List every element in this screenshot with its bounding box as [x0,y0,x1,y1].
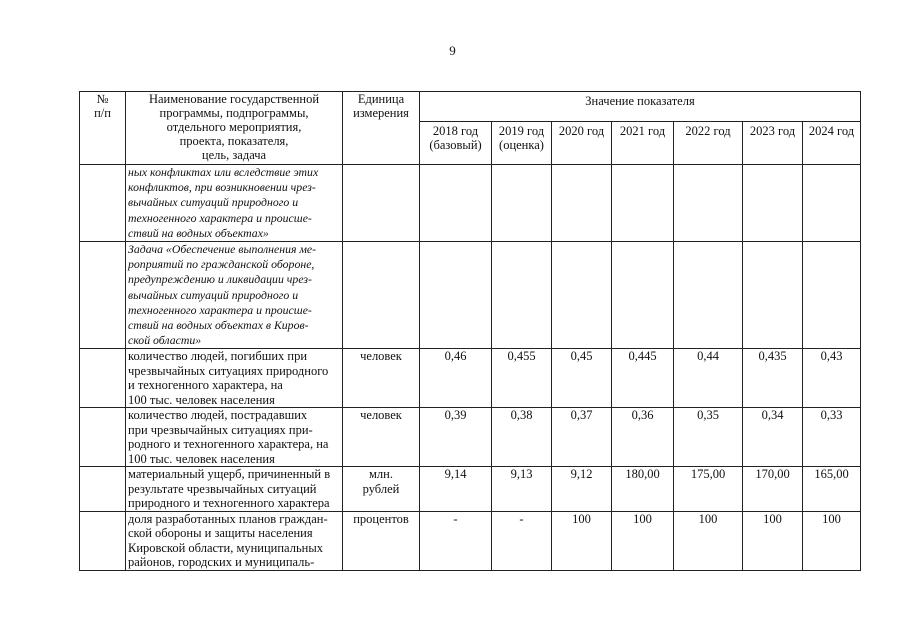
row-unit-cell [343,408,420,467]
row-unit-cell [343,165,420,242]
row-unit: человек [360,408,402,423]
header-value-group [420,92,861,122]
value: 0,45 [570,349,593,364]
row-name-cell [126,511,343,570]
page-number: 9 [449,43,456,58]
row-name-cell [126,408,343,467]
value: 9,13 [510,467,533,482]
value: 0,34 [761,408,784,423]
row-name: доля разработанных планов граждан- ской обороны и защиты населения Кировской области, муниципальных районов, городских и муниципаль- [128,511,328,570]
row-name: материальный ущерб, причиненный в результате чрезвычайных ситуаций природного и техногенного характера [128,467,331,511]
value-cell [612,165,674,242]
value: 9,12 [570,467,593,482]
value: 0,43 [820,349,843,364]
value: 175,00 [690,467,726,482]
header-number-label: № п/п [94,92,111,120]
value-cell [674,467,743,512]
header-number [80,92,126,165]
row-name-cell [126,165,343,242]
value-cell [552,165,612,242]
value: 0,455 [507,349,536,364]
value-cell [420,349,492,408]
table-row [80,408,861,467]
header-name [126,92,343,165]
row-number-cell [80,349,126,408]
value: 0,44 [697,349,719,364]
table-row [80,242,861,349]
header-year-label: 2023 год [749,124,796,138]
value: 0,39 [444,408,467,423]
value-cell [420,165,492,242]
row-number-cell [80,165,126,242]
value-cell [743,242,803,349]
value-cell [803,349,861,408]
value-cell [552,349,612,408]
value: 170,00 [755,467,790,482]
header-year [743,122,803,165]
value: 100 [633,511,652,526]
value: 100 [822,511,841,526]
value-cell [743,349,803,408]
header-year [674,122,743,165]
row-name: Задача «Обеспечение выполнения ме- роприятий по гражданской обороне, предупреждению и ликвидации чрез- вычайных ситуаций природного и техногенного характера и происше- ствий на водных объектах в Киров- ской области» [128,242,317,348]
header-year [420,122,492,165]
row-name-cell [126,467,343,512]
value-cell [803,511,861,570]
value-cell [803,165,861,242]
row-unit: процентов [353,511,409,526]
row-unit-cell [343,467,420,512]
header-year-label: 2024 год [808,124,855,138]
header-unit [343,92,420,165]
value: 0,445 [628,349,657,364]
header-year [612,122,674,165]
header-year-label: 2018 год (базовый) [429,124,482,152]
value-cell [674,408,743,467]
value-cell [803,242,861,349]
row-unit-cell [343,511,420,570]
value: 0,36 [631,408,654,423]
value-cell [743,467,803,512]
value-cell [492,511,552,570]
value-cell [803,467,861,512]
value-cell [743,165,803,242]
row-number-cell [80,408,126,467]
value-cell [552,242,612,349]
value: 0,38 [510,408,533,423]
header-year-label: 2022 год [685,124,731,138]
row-unit: млн. рублей [362,467,400,496]
value: 0,37 [570,408,593,423]
value-cell [743,408,803,467]
value: 0,46 [444,349,467,364]
header-year-label: 2020 год [558,124,605,138]
value: 9,14 [444,467,467,482]
indicators-table [79,91,861,571]
row-unit: человек [360,349,402,364]
value-cell [803,408,861,467]
row-unit-cell [343,242,420,349]
value-cell [674,165,743,242]
table-row [80,165,861,242]
value-cell [420,511,492,570]
row-name-cell [126,242,343,349]
value-cell [420,467,492,512]
header-year-label: 2019 год (оценка) [498,124,545,152]
value: 100 [763,511,782,526]
value-cell [612,408,674,467]
value-cell [743,511,803,570]
table-row [80,467,861,512]
value-cell [492,349,552,408]
table-row [80,511,861,570]
value-cell [674,511,743,570]
row-name: ных конфликтах или вследствие этих конфликтов, при возникновении чрез- вычайных ситуаций природного и техногенного характера и происше- ствий на водных объектах» [128,165,319,240]
header-year [803,122,861,165]
value-cell [420,242,492,349]
header-year [492,122,552,165]
header-value-group-label: Значение показателя [585,94,695,108]
value-cell [612,242,674,349]
value-cell [492,165,552,242]
value: - [519,511,524,526]
value: 0,435 [758,349,787,364]
value-cell [492,408,552,467]
header-year-label: 2021 год [619,124,666,138]
value-cell [492,242,552,349]
value-cell [552,467,612,512]
header-name-label: Наименование государственной программы, подпрограммы, отдельного мероприятия, проекта, показателя, цель, задача [148,92,320,162]
row-number-cell [80,511,126,570]
row-number-cell [80,242,126,349]
value: 100 [698,511,718,526]
row-name: количество людей, погибших при чрезвычайных ситуациях природного и техногенного характера, на 100 тыс. человек населения [128,349,329,407]
value-cell [612,349,674,408]
row-name-cell [126,349,343,408]
value: 0,35 [697,408,719,423]
value: - [453,511,458,526]
value-cell [612,511,674,570]
value-cell [674,242,743,349]
value-cell [420,408,492,467]
value-cell [492,467,552,512]
value-cell [552,408,612,467]
header-year [552,122,612,165]
row-name: количество людей, пострадавших при чрезвычайных ситуациях при- родного и техногенного характера, на 100 тыс. человек населения [128,408,329,466]
value-cell [612,467,674,512]
value-cell [674,349,743,408]
value: 100 [572,511,591,526]
value-cell [552,511,612,570]
table-row [80,349,861,408]
row-number-cell [80,467,126,512]
row-unit-cell [343,349,420,408]
value: 180,00 [625,467,660,482]
value: 0,33 [820,408,843,423]
header-unit-label: Единица измерения [353,92,409,120]
value: 165,00 [814,467,849,482]
